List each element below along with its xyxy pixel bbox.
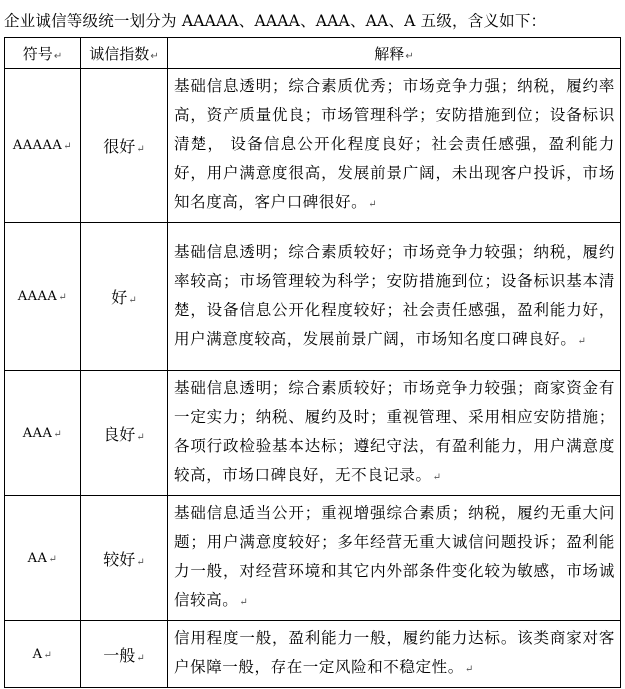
- table-row: [5, 371, 621, 496]
- row-index: 很好↵: [81, 69, 168, 223]
- header-symbol: 符号↵: [5, 38, 81, 69]
- table-header-row: [5, 38, 621, 69]
- row-index: 一般↵: [81, 621, 168, 688]
- row-symbol: AAA↵: [5, 371, 81, 496]
- row-symbol: AA↵: [5, 496, 81, 621]
- row-symbol: AAAAA↵: [5, 69, 81, 223]
- intro-text: 企业诚信等级统一划分为 AAAAA、AAAA、AAA、AA、A 五级，含义如下：: [4, 12, 547, 30]
- row-explanation: 基础信息透明；综合素质较好；市场竞争力较强；纳税，履约率较高；市场管理较为科学；安防措施到位；设备标识基本清楚，设备信息公开化程度较好；社会责任感强，盈利能力好，用户满意度较高，发展前景广阔，市场知名度口碑良好。↵: [168, 223, 621, 371]
- row-index: 较好↵: [81, 496, 168, 621]
- table-row: [5, 223, 621, 371]
- row-explanation: 信用程度一般，盈利能力一般，履约能力达标。该类商家对客户保障一般，存在一定风险和不稳定性。↵: [168, 621, 621, 688]
- header-index: 诚信指数↵: [81, 38, 168, 69]
- row-index: 良好↵: [81, 371, 168, 496]
- row-explanation: 基础信息透明；综合素质优秀；市场竞争力强；纳税，履约率高，资产质量优良；市场管理科学；安防措施到位；设备标识清楚， 设备信息公开化程度良好；社会责任感强，盈利能力好，用户满意度很高，发展前景广阔，未出现客户投诉，市场知名度高，客户口碑很好。↵: [168, 69, 621, 223]
- row-symbol: A↵: [5, 621, 81, 688]
- row-symbol: AAAA↵: [5, 223, 81, 371]
- table-row: [5, 69, 621, 223]
- table-row: [5, 621, 621, 688]
- row-explanation: 基础信息适当公开；重视增强综合素质；纳税，履约无重大问题；用户满意度较好；多年经营无重大诚信问题投诉；盈利能力一般，对经营环境和其它内外部条件变化较为敏感，市场诚信较高。↵: [168, 496, 621, 621]
- credit-rating-table: [4, 37, 621, 688]
- header-explanation: 解释↵: [168, 38, 621, 69]
- row-index: 好↵: [81, 223, 168, 371]
- row-explanation: 基础信息透明；综合素质较好；市场竞争力较强；商家资金有一定实力；纳税、履约及时；重视管理、采用相应安防措施；各项行政检验基本达标；遵纪守法，有盈利能力，用户满意度较高，市场口碑良好，无不良记录。↵: [168, 371, 621, 496]
- table-row: [5, 496, 621, 621]
